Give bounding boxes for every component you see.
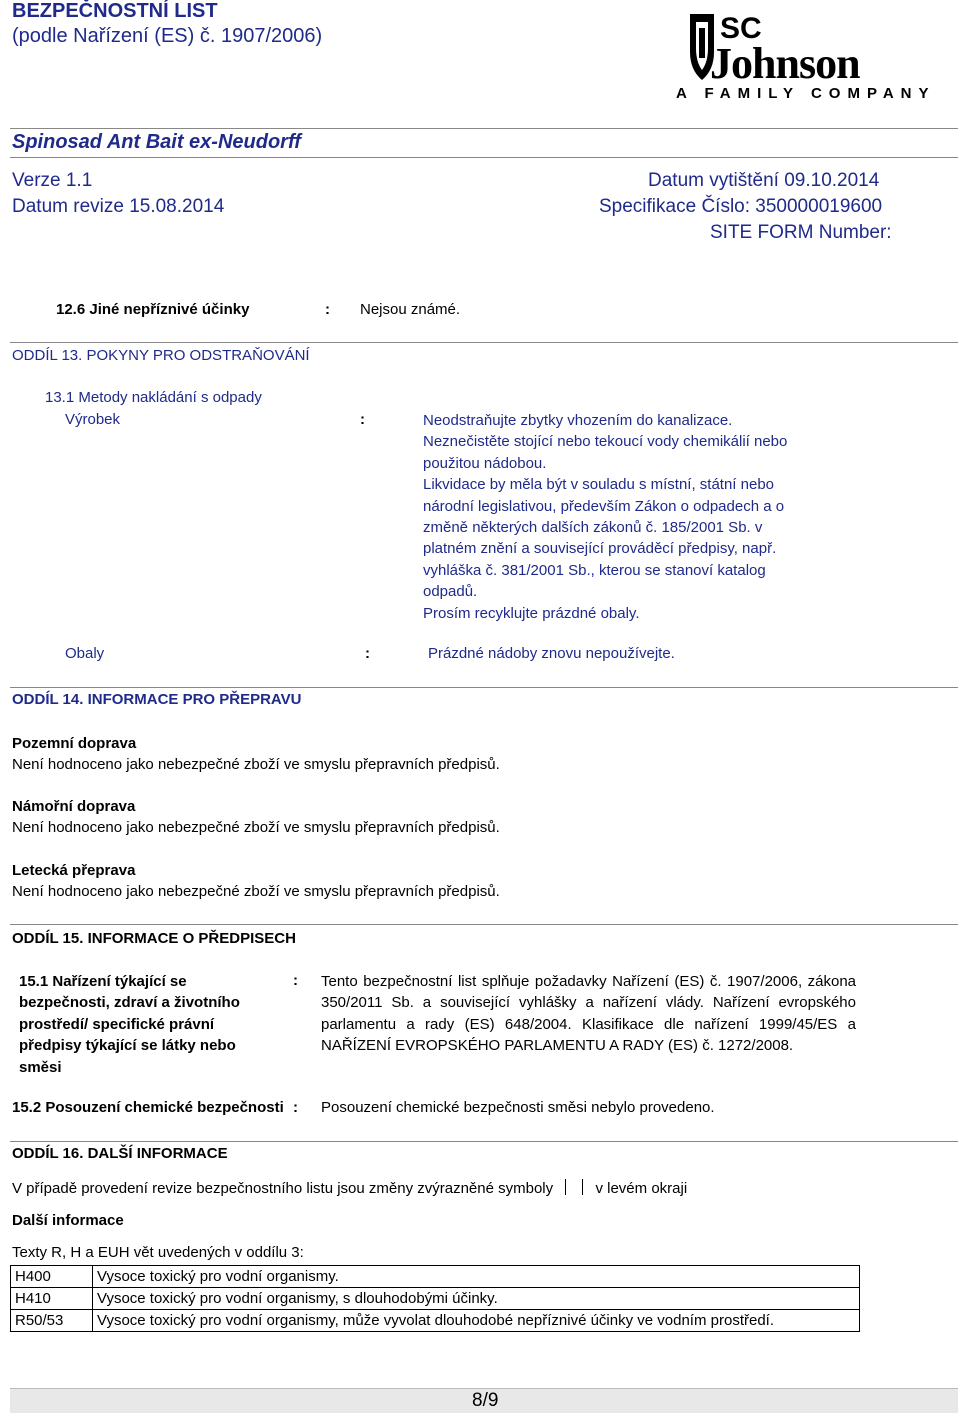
product-line: Likvidace by měla být v souladu s místní, státní nebo [423,476,775,494]
revision-date: Datum revize 15.08.2014 [12,196,225,217]
section-divider [10,1141,958,1142]
s15-2-colon: : [293,1099,298,1116]
document-subtitle: (podle Nařízení (ES) č. 1907/2006) [12,25,323,47]
section-13-heading: ODDÍL 13. POKYNY PRO ODSTRAŇOVÁNÍ [12,347,310,364]
phrase-code: H400 [11,1266,93,1288]
sea-transport-title: Námořní doprava [12,798,136,815]
air-transport-text: Není hodnoceno jako nebezpečné zboží ve smyslu přepravních předpisů. [12,883,500,900]
sea-transport-text: Není hodnoceno jako nebezpečné zboží ve smyslu přepravních předpisů. [12,819,500,836]
revision-note-text: v levém okraji [595,1180,688,1197]
product-line: platném znění a související prováděcí předpisy, např. [423,540,777,558]
phrase-text: Vysoce toxický pro vodní organismy. [93,1266,860,1288]
table-row [11,1266,860,1288]
phrase-text: Vysoce toxický pro vodní organismy, s dlouhodobými účinky. [93,1288,860,1310]
revision-marker-icon [582,1179,583,1195]
s15-1-label [19,971,240,1078]
s15-1-text: Tento bezpečnostní list splňuje požadavky Nařízení (ES) č. 1907/2006, zákona 350/2011 Sb. a související vyhlášky a nařízení vlády. Nařízení evropského parlamentu a rady (ES) 648/2004. Klasifikace dle nařízení 1999/45/ES a NAŘÍZENÍ EVROPSKÉHO PARLAMENTU A RADY (ES) č. 1272/2008. [321,973,856,1055]
s12-value: Nejsou známé. [360,301,461,318]
phrase-text: Vysoce toxický pro vodní organismy, může vyvolat dlouhodobé nepříznivé účinky ve vodním prostředí. [93,1310,860,1332]
packaging-label: Obaly [65,645,105,662]
section-divider [10,687,958,688]
section-13-1-heading: 13.1 Metody nakládání s odpady [45,389,262,406]
product-name: Spinosad Ant Bait ex-Neudorff [12,131,301,153]
page-number: 8/9 [472,1390,499,1411]
product-line: odpadů. [423,583,478,601]
s12-colon: : [325,301,330,318]
packaging-colon: : [365,645,370,662]
spec-number: Specifikace Číslo: 350000019600 [599,196,883,217]
section-14-heading: ODDÍL 14. INFORMACE PRO PŘEPRAVU [12,691,302,708]
section-16-heading: ODDÍL 16. DALŠÍ INFORMACE [12,1145,228,1162]
rh-phrases-intro: Texty R, H a EUH vět uvedených v oddílu 3: [12,1244,304,1261]
header-divider [10,157,958,158]
section-divider [10,924,958,925]
product-line: změně některých dalších zákonů č. 185/2001 Sb. v [423,519,763,537]
s15-1-label-line: 15.1 Nařízení týkající se [19,973,187,990]
revision-note-text: V případě provedení revize bezpečnostního listu jsou změny zvýrazněné symboly [12,1180,554,1197]
version: Verze 1.1 [12,170,93,191]
product-line: národní legislativou, především Zákon o odpadech a o [423,497,785,515]
product-line: Prosím recyklujte prázdné obaly. [423,604,640,622]
s15-2-label: 15.2 Posouzení chemické bezpečnosti [12,1099,284,1116]
s15-1-label-line: bezpečnosti, zdraví a životního [19,994,240,1012]
logo-tagline: A FAMILY COMPANY [676,85,936,102]
product-line: vyhláška č. 381/2001 Sb., kterou se stanoví katalog [423,561,766,579]
header-divider [10,128,958,129]
product-line: Neznečistěte stojící nebo tekoucí vody chemikálií nebo [423,433,788,451]
rh-phrases-table [10,1265,860,1332]
site-form-number: SITE FORM Number: [710,222,892,243]
product-label: Výrobek [65,411,121,428]
s12-label: 12.6 Jiné nepříznivé účinky [56,301,250,318]
table-row [11,1288,860,1310]
product-colon: : [360,411,365,428]
svg-text:Johnson: Johnson [710,39,860,88]
revision-marker-icon [565,1179,566,1195]
section-15-heading: ODDÍL 15. INFORMACE O PŘEDPISECH [12,930,296,947]
land-transport-title: Pozemní doprava [12,735,137,752]
s15-2-text: Posouzení chemické bezpečnosti směsi nebylo provedeno. [321,1099,715,1116]
packaging-value: Prázdné nádoby znovu nepoužívejte. [428,645,675,662]
s15-1-label-line: směsi [19,1058,62,1076]
product-line: použitou nádobou. [423,454,547,472]
s15-1-colon: : [293,972,298,989]
s15-1-label-line: prostředí/ specifické právní [19,1015,215,1033]
product-line: Neodstraňujte zbytky vhozením do kanalizace. [423,412,733,429]
print-date: Datum vytištění 09.10.2014 [648,170,880,191]
table-row [11,1310,860,1332]
section-divider [10,342,958,343]
product-disposal-text [423,410,787,624]
svg-text:SC: SC [720,12,762,45]
phrase-code: R50/53 [11,1310,93,1332]
document-title: BEZPEČNOSTNÍ LIST [12,0,218,22]
air-transport-title: Letecká přeprava [12,862,136,879]
land-transport-text: Není hodnoceno jako nebezpečné zboží ve smyslu přepravních předpisů. [12,756,500,773]
phrase-code: H410 [11,1288,93,1310]
more-info-title: Další informace [12,1212,124,1229]
s15-1-label-line: předpisy týkající se látky nebo [19,1037,236,1055]
revision-note [12,1179,687,1197]
